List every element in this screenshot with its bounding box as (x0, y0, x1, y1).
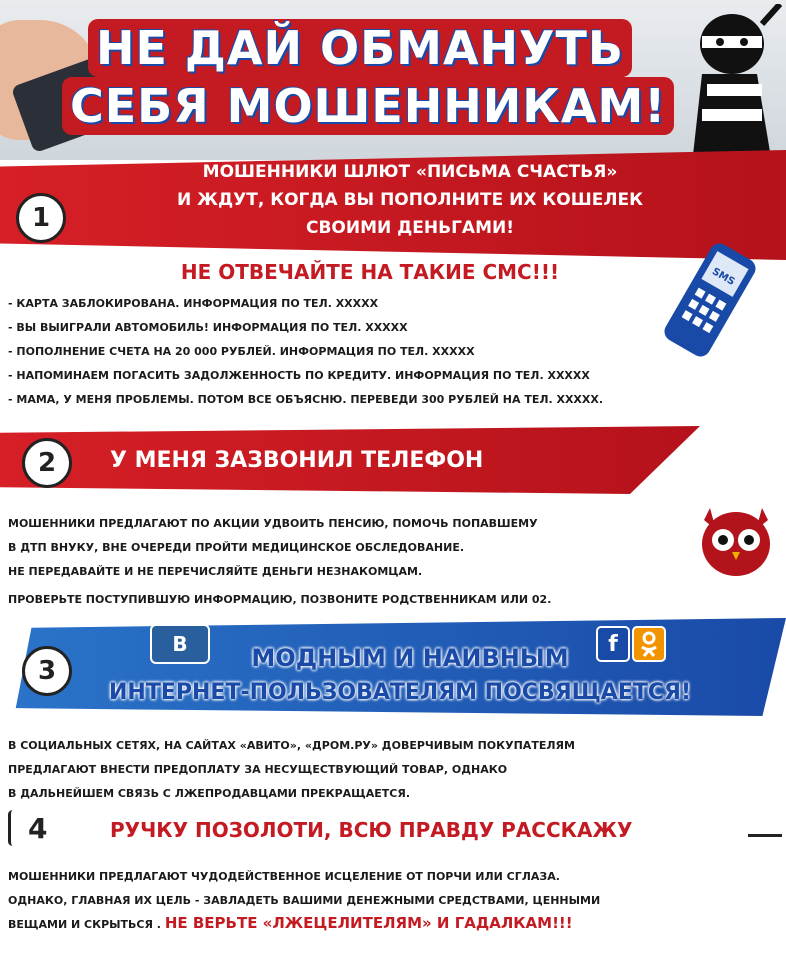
title-line-2: СЕБЯ МОШЕННИКАМ! (62, 80, 674, 132)
section2-line: НЕ ПЕРЕДАВАЙТЕ И НЕ ПЕРЕЧИСЛЯЙТЕ ДЕНЬГИ НЕЗНАКОМЦАМ. (8, 565, 423, 578)
thief-icon (662, 4, 782, 164)
section1-example: - КАРТА ЗАБЛОКИРОВАНА. ИНФОРМАЦИЯ ПО ТЕЛ. ХХХХХ (8, 297, 379, 310)
section3-title-line2: ИНТЕРНЕТ-ПОЛЬЗОВАТЕЛЯМ ПОСВЯЩАЕТСЯ! (109, 680, 691, 705)
section4-last-line (8, 914, 573, 934)
section2-title: У МЕНЯ ЗАЗВОНИЛ ТЕЛЕФОН (110, 448, 484, 473)
section3-line: ПРЕДЛАГАЮТ ВНЕСТИ ПРЕДОПЛАТУ ЗА НЕСУЩЕСТВУЮЩИЙ ТОВАР, ОДНАКО (8, 763, 508, 776)
section4-last-line-start: ВЕЩАМИ И СКРЫТЬСЯ . (8, 918, 161, 931)
vk-icon: В (150, 624, 210, 664)
section2-number: 2 (22, 438, 72, 488)
section4-number: 4 (28, 812, 48, 845)
sms-label: SMS (709, 266, 737, 288)
title-line-1: НЕ ДАЙ ОБМАНУТЬ (88, 22, 632, 74)
section1-line2: И ЖДУТ, КОГДА ВЫ ПОПОЛНИТЕ ИХ КОШЕЛЕК (177, 190, 643, 210)
odnoklassniki-icon (632, 626, 666, 662)
section1-line3: СВОИМИ ДЕНЬГАМИ! (305, 218, 514, 238)
sms-phone-icon (650, 240, 770, 360)
section2-line: МОШЕННИКИ ПРЕДЛАГАЮТ ПО АКЦИИ УДВОИТЬ ПЕНСИЮ, ПОМОЧЬ ПОПАВШЕМУ (8, 517, 538, 530)
section4-title: РУЧКУ ПОЗОЛОТИ, ВСЮ ПРАВДУ РАССКАЖУ (110, 818, 633, 842)
section1-warning: НЕ ОТВЕЧАЙТЕ НА ТАКИЕ СМС!!! (180, 260, 560, 284)
section3-line: В СОЦИАЛЬНЫХ СЕТЯХ, НА САЙТАХ «АВИТО», «ДРОМ.РУ» ДОВЕРЧИВЫМ ПОКУПАТЕЛЯМ (8, 739, 575, 752)
section3-line: В ДАЛЬНЕЙШЕМ СВЯЗЬ С ЛЖЕПРОДАВЦАМИ ПРЕКРАЩАЕТСЯ. (8, 787, 411, 800)
section2-line: В ДТП ВНУКУ, ВНЕ ОЧЕРЕДИ ПРОЙТИ МЕДИЦИНСКОЕ ОБСЛЕДОВАНИЕ. (8, 541, 465, 554)
facebook-icon: f (596, 626, 630, 662)
section1-example: - МАМА, У МЕНЯ ПРОБЛЕМЫ. ПОТОМ ВСЕ ОБЪЯСНЮ. ПЕРЕВЕДИ 300 РУБЛЕЙ НА ТЕЛ. ХХХХХ. (8, 393, 604, 406)
owl-icon (696, 500, 776, 580)
section3-number: 3 (22, 646, 72, 696)
section4-warning: НЕ ВЕРЬТЕ «ЛЖЕЦЕЛИТЕЛЯМ» И ГАДАЛКАМ!!! (164, 914, 573, 932)
section1-example: - ВЫ ВЫИГРАЛИ АВТОМОБИЛЬ! ИНФОРМАЦИЯ ПО ТЕЛ. ХХХХХ (8, 321, 408, 334)
section1-line1: МОШЕННИКИ ШЛЮТ «ПИСЬМА СЧАСТЬЯ» (202, 162, 618, 182)
section4-line: МОШЕННИКИ ПРЕДЛАГАЮТ ЧУДОДЕЙСТВЕННОЕ ИСЦЕЛЕНИЕ ОТ ПОРЧИ ИЛИ СГЛАЗА. (8, 870, 560, 883)
section4-divider-right (748, 834, 782, 837)
section4-line: ОДНАКО, ГЛАВНАЯ ИХ ЦЕЛЬ - ЗАВЛАДЕТЬ ВАШИМИ ДЕНЕЖНЫМИ СРЕДСТВАМИ, ЦЕННЫМИ (8, 894, 601, 907)
section3-title-line1: МОДНЫМ И НАИВНЫМ (251, 644, 569, 672)
section1-example: - НАПОМИНАЕМ ПОГАСИТЬ ЗАДОЛЖЕННОСТЬ ПО КРЕДИТУ. ИНФОРМАЦИЯ ПО ТЕЛ. ХХХХХ (8, 369, 590, 382)
section2-line: ПРОВЕРЬТЕ ПОСТУПИВШУЮ ИНФОРМАЦИЮ, ПОЗВОНИТЕ РОДСТВЕННИКАМ ИЛИ 02. (8, 593, 552, 606)
section1-number: 1 (16, 193, 66, 243)
section1-example: - ПОПОЛНЕНИЕ СЧЕТА НА 20 000 РУБЛЕЙ. ИНФОРМАЦИЯ ПО ТЕЛ. ХХХХХ (8, 345, 475, 358)
section4-divider-left (8, 810, 17, 846)
